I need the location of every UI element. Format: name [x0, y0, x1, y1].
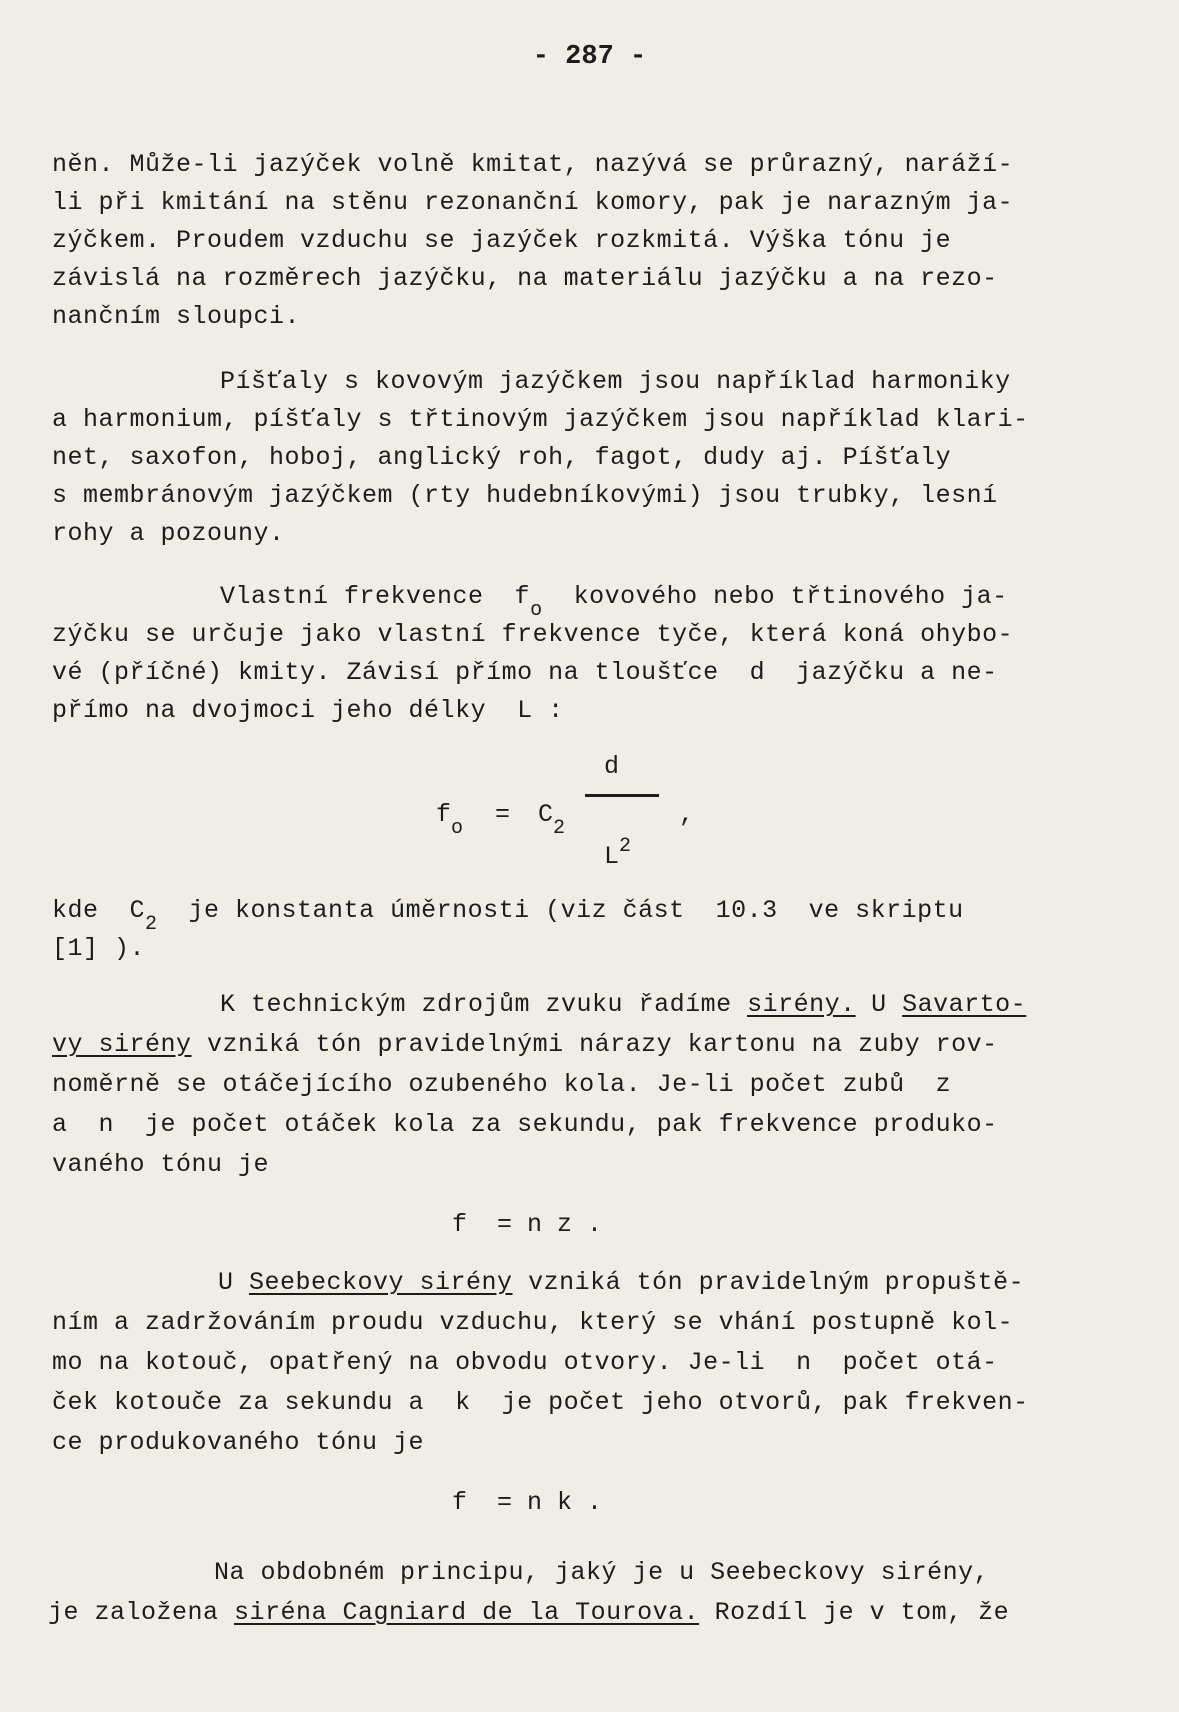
text-line: rohy a pozouny. — [52, 519, 285, 548]
text-line: noměrně se otáčejícího ozubeného kola. Je-li počet zubů z — [52, 1070, 952, 1099]
text-line: kde $C_2$ je konstanta úměrnosti (viz část 10.3 ve skriptu — [52, 896, 964, 936]
text-line: ček kotouče za sekundu a k je počet jeho otvorů, pak frekven- — [52, 1388, 1029, 1417]
text-line: vaného tónu je — [52, 1150, 270, 1179]
fraction-bar — [585, 794, 659, 797]
text-line: mo na kotouč, opatřený na obvodu otvory. Je-li n počet otá- — [52, 1348, 998, 1377]
text-line: s membránovým jazýčkem (rty hudebníkovými) jsou trubky, lesní — [52, 481, 998, 510]
text-line: Píšťaly s kovovým jazýčkem jsou například harmoniky — [220, 367, 1011, 396]
formula-savart-frequency: f = n z . — [452, 1210, 603, 1239]
text-line: li při kmitání na stěnu rezonanční komory, pak je narazným ja- — [52, 188, 1014, 217]
document-page: - 287 - něn. Může-li jazýček volně kmitat, nazývá se průrazný, naráží- li při kmitání na stěnu rezonanční komory, pak je narazným ja- zýčkem. Proudem vzduchu se jazýček rozkmitá. Výška tónu je závislá na rozměrech jazýčku, na materiálu jazýčku a na rezo- nančním sloupci. Píšťaly s kovovým jazýčkem jsou například harmoniky a harmonium, píšťaly s třtinovým jazýčkem jsou například klari- net, saxofon, hoboj, anglický roh, fagot, dudy aj. Píšťaly s membránovým jazýčkem (rty hudebníkovými) jsou trubky, lesní rohy a pozouny. Vlastní frekvence $f_o$ kovového nebo třtinového ja- zýčku se určuje jako vlastní frekvence tyče, která koná ohybo- vé (příčné) kmity. Závisí přímo na tloušťce d jazýčku a ne- přímo na dvojmoci jeho délky L : $f_o$ = $C_2$ d $L^2$ , kde $C_2$ je konstanta úměrnosti (viz část 10.3 ve skriptu [1] ). K technickým zdrojům zvuku řadíme sirény. U Savarto- vy sirény vzniká tón pravidelnými nárazy kartonu na zuby rov- noměrně se otáčejícího ozubeného kola. Je-li počet zubů z a n je počet otáček kola za sekundu, pak frekvence produko- vaného tónu je f = n z . U Seebeckovy sirény vzniká tón pravidelným propuště- ním a zadržováním proudu vzduchu, který se vhání postupně kol- mo na kotouč, opatřený na obvodu otvory. Je-li n počet otá- ček kotouče za sekundu a k je počet jeho otvorů, pak frekven- ce produkovaného tónu je f = n k . Na obdobném principu, jaký je u Seebeckovy sirény, je založena siréna Cagniard de la Tourova. Rozdíl je v tom, že — [0, 0, 1179, 1712]
text-line: [1] ). — [52, 934, 146, 963]
formula-seebeck-frequency: f = n k . — [452, 1488, 603, 1517]
text-line: U Seebeckovy sirény vzniká tón pravidelným propuště- — [218, 1268, 1025, 1297]
text-line: Na obdobném principu, jaký je u Seebeckovy sirény, — [214, 1558, 990, 1587]
text-line: Vlastní frekvence $f_o$ kovového nebo třtinového ja- — [220, 582, 1008, 622]
text-line: a n je počet otáček kola za sekundu, pak frekvence produko- — [52, 1110, 998, 1139]
text-line: přímo na dvojmoci jeho délky L : — [52, 696, 564, 725]
text-line: net, saxofon, hoboj, anglický roh, fagot, dudy aj. Píšťaly — [52, 443, 952, 472]
text-line: zýčkem. Proudem vzduchu se jazýček rozkmitá. Výška tónu je — [52, 226, 952, 255]
text-line: K technickým zdrojům zvuku řadíme sirény. U Savarto- — [220, 990, 1027, 1019]
text-line: je založena siréna Cagniard de la Tourova. Rozdíl je v tom, že — [48, 1598, 1010, 1627]
text-line: vé (příčné) kmity. Závisí přímo na tloušťce d jazýčku a ne- — [52, 658, 998, 687]
text-line: ce produkovaného tónu je — [52, 1428, 425, 1457]
text-line: zýčku se určuje jako vlastní frekvence tyče, která koná ohybo- — [52, 620, 1014, 649]
text-line: a harmonium, píšťaly s třtinovým jazýčkem jsou například klari- — [52, 405, 1029, 434]
text-line: nančním sloupci. — [52, 302, 301, 331]
text-line: závislá na rozměrech jazýčku, na materiálu jazýčku a na rezo- — [52, 264, 998, 293]
text-line: něn. Může-li jazýček volně kmitat, nazývá se průrazný, naráží- — [52, 150, 1014, 179]
page-number: - 287 - — [532, 42, 647, 72]
text-line: vy sirény vzniká tón pravidelnými nárazy kartonu na zuby rov- — [52, 1030, 998, 1059]
text-line: ním a zadržováním proudu vzduchu, který se vhání postupně kol- — [52, 1308, 1014, 1337]
